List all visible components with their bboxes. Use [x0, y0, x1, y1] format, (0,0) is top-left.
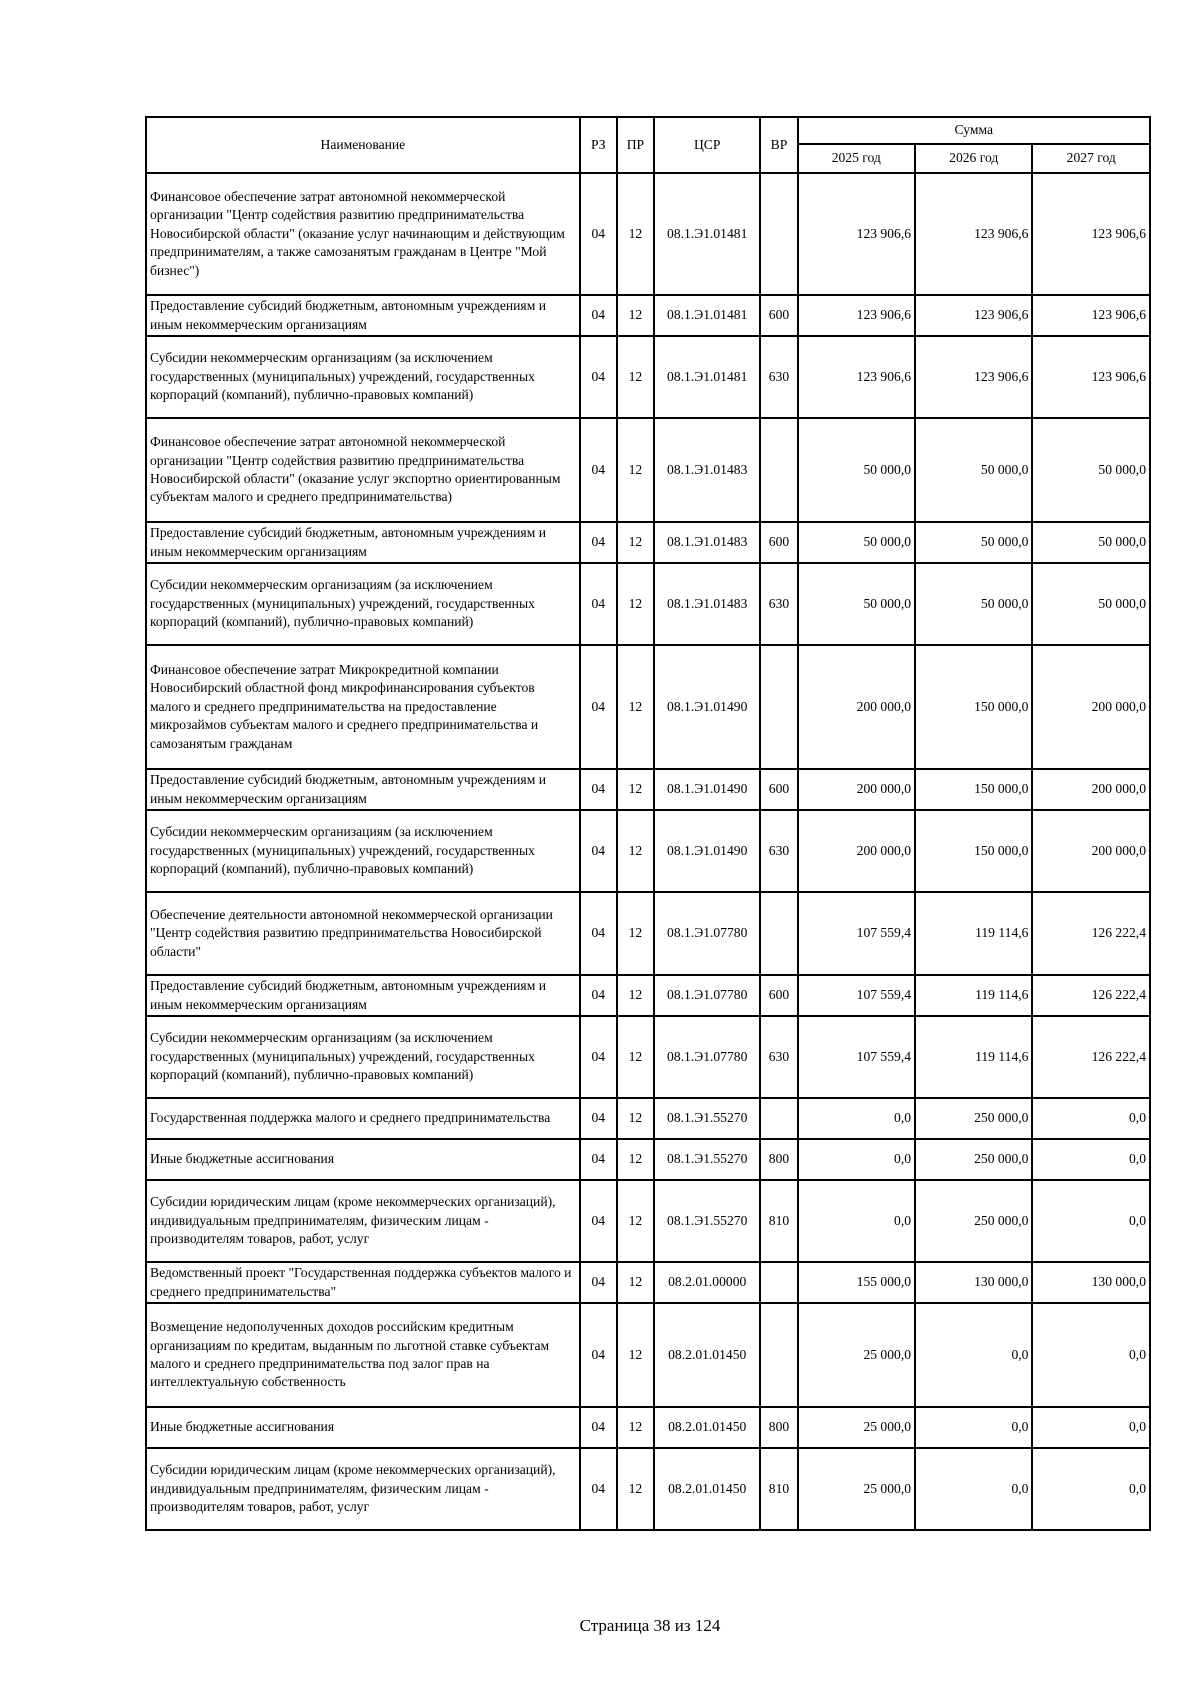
cell-csr: 08.1.Э1.55270: [654, 1098, 760, 1139]
header-rz: РЗ: [580, 117, 617, 173]
header-name: Наименование: [146, 117, 580, 173]
table-row: [146, 1098, 1150, 1139]
table-row: [146, 892, 1150, 975]
table-row: [146, 1407, 1150, 1448]
table-row: [146, 418, 1150, 522]
cell-vr: [760, 418, 797, 522]
cell-pr: 12: [617, 295, 654, 336]
cell-name: Обеспечение деятельности автономной некоммерческой организации "Центр содействия развитию предпринимательства Новосибирской области": [146, 892, 580, 975]
cell-2025: 123 906,6: [798, 295, 915, 336]
cell-pr: 12: [617, 563, 654, 645]
cell-vr: [760, 1303, 797, 1407]
cell-vr: 630: [760, 563, 797, 645]
cell-2026: 130 000,0: [915, 1262, 1032, 1303]
cell-2027: 200 000,0: [1032, 645, 1150, 769]
table-row: [146, 1303, 1150, 1407]
header-pr: ПР: [617, 117, 654, 173]
cell-vr: [760, 892, 797, 975]
table-row: [146, 645, 1150, 769]
cell-2026: 250 000,0: [915, 1180, 1032, 1262]
cell-2026: 119 114,6: [915, 1016, 1032, 1098]
cell-vr: 810: [760, 1180, 797, 1262]
cell-vr: 600: [760, 522, 797, 563]
cell-2026: 0,0: [915, 1448, 1032, 1530]
cell-pr: 12: [617, 892, 654, 975]
cell-name: Возмещение недополученных доходов российским кредитным организациям по кредитам, выданным по льготной ставке субъектам малого и среднего предпринимательства под залог прав на интеллектуальную собственность: [146, 1303, 580, 1407]
table-row: [146, 1262, 1150, 1303]
cell-2025: 0,0: [798, 1180, 915, 1262]
cell-rz: 04: [580, 892, 617, 975]
cell-2026: 119 114,6: [915, 892, 1032, 975]
cell-csr: 08.1.Э1.01490: [654, 769, 760, 810]
cell-vr: 800: [760, 1139, 797, 1180]
cell-pr: 12: [617, 975, 654, 1016]
cell-name: Иные бюджетные ассигнования: [146, 1139, 580, 1180]
cell-name: Субсидии некоммерческим организациям (за исключением государственных (муниципальных) учреждений, государственных корпораций (компаний), публично-правовых компаний): [146, 336, 580, 418]
budget-table: [145, 116, 1151, 1531]
cell-2025: 155 000,0: [798, 1262, 915, 1303]
header-csr: ЦСР: [654, 117, 760, 173]
table-row: [146, 1180, 1150, 1262]
page-number: Страница 38 из 124: [579, 1616, 721, 1635]
cell-name: Субсидии некоммерческим организациям (за исключением государственных (муниципальных) учреждений, государственных корпораций (компаний), публично-правовых компаний): [146, 563, 580, 645]
header-sum: Сумма: [798, 117, 1150, 144]
cell-2026: 0,0: [915, 1303, 1032, 1407]
cell-2027: 0,0: [1032, 1180, 1150, 1262]
table-row: [146, 769, 1150, 810]
cell-pr: 12: [617, 769, 654, 810]
cell-2027: 200 000,0: [1032, 810, 1150, 892]
cell-pr: 12: [617, 645, 654, 769]
cell-vr: 810: [760, 1448, 797, 1530]
cell-csr: 08.1.Э1.55270: [654, 1180, 760, 1262]
header-year-2027: 2027 год: [1032, 144, 1150, 173]
cell-csr: 08.1.Э1.01490: [654, 810, 760, 892]
cell-rz: 04: [580, 418, 617, 522]
cell-name: Ведомственный проект "Государственная поддержка субъектов малого и среднего предпринимательства": [146, 1262, 580, 1303]
cell-vr: 600: [760, 295, 797, 336]
cell-2026: 250 000,0: [915, 1139, 1032, 1180]
cell-2026: 150 000,0: [915, 810, 1032, 892]
cell-name: Финансовое обеспечение затрат Микрокредитной компании Новосибирский областной фонд микрофинансирования субъектов малого и среднего предпринимательства на предоставление микрозаймов субъектам малого и среднего предпринимательства и самозанятым гражданам: [146, 645, 580, 769]
cell-2025: 50 000,0: [798, 563, 915, 645]
cell-pr: 12: [617, 1098, 654, 1139]
cell-csr: 08.1.Э1.01481: [654, 295, 760, 336]
cell-rz: 04: [580, 1448, 617, 1530]
cell-csr: 08.1.Э1.07780: [654, 1016, 760, 1098]
cell-2025: 107 559,4: [798, 1016, 915, 1098]
cell-vr: 630: [760, 810, 797, 892]
cell-2025: 25 000,0: [798, 1448, 915, 1530]
cell-2025: 25 000,0: [798, 1407, 915, 1448]
cell-2027: 126 222,4: [1032, 1016, 1150, 1098]
cell-rz: 04: [580, 1303, 617, 1407]
cell-csr: 08.1.Э1.01490: [654, 645, 760, 769]
cell-2025: 200 000,0: [798, 769, 915, 810]
cell-csr: 08.1.Э1.07780: [654, 892, 760, 975]
cell-rz: 04: [580, 522, 617, 563]
cell-name: Предоставление субсидий бюджетным, автономным учреждениям и иным некоммерческим организациям: [146, 769, 580, 810]
cell-name: Финансовое обеспечение затрат автономной некоммерческой организации "Центр содействия развитию предпринимательства Новосибирской области" (оказание услуг экспортно ориентированным субъектам малого и среднего предпринимательства): [146, 418, 580, 522]
cell-2025: 25 000,0: [798, 1303, 915, 1407]
cell-csr: 08.2.01.01450: [654, 1448, 760, 1530]
cell-2025: 200 000,0: [798, 645, 915, 769]
cell-2027: 130 000,0: [1032, 1262, 1150, 1303]
cell-2027: 126 222,4: [1032, 975, 1150, 1016]
cell-vr: 800: [760, 1407, 797, 1448]
cell-rz: 04: [580, 1180, 617, 1262]
cell-name: Субсидии юридическим лицам (кроме некоммерческих организаций), индивидуальным предпринимателям, физическим лицам - производителям товаров, работ, услуг: [146, 1180, 580, 1262]
cell-pr: 12: [617, 1180, 654, 1262]
cell-name: Предоставление субсидий бюджетным, автономным учреждениям и иным некоммерческим организациям: [146, 295, 580, 336]
cell-2025: 107 559,4: [798, 975, 915, 1016]
cell-rz: 04: [580, 975, 617, 1016]
cell-2027: 123 906,6: [1032, 336, 1150, 418]
cell-rz: 04: [580, 645, 617, 769]
cell-2027: 200 000,0: [1032, 769, 1150, 810]
cell-2026: 50 000,0: [915, 522, 1032, 563]
cell-csr: 08.1.Э1.01483: [654, 418, 760, 522]
cell-rz: 04: [580, 1407, 617, 1448]
table-row: [146, 975, 1150, 1016]
cell-rz: 04: [580, 810, 617, 892]
cell-vr: 630: [760, 336, 797, 418]
cell-2025: 123 906,6: [798, 173, 915, 295]
cell-csr: 08.2.01.01450: [654, 1303, 760, 1407]
cell-csr: 08.1.Э1.07780: [654, 975, 760, 1016]
header-year-2026: 2026 год: [915, 144, 1032, 173]
cell-csr: 08.1.Э1.55270: [654, 1139, 760, 1180]
table-row: [146, 173, 1150, 295]
table-row: [146, 522, 1150, 563]
cell-2027: 0,0: [1032, 1448, 1150, 1530]
cell-vr: [760, 1098, 797, 1139]
cell-2025: 50 000,0: [798, 522, 915, 563]
cell-2027: 50 000,0: [1032, 522, 1150, 563]
cell-2027: 123 906,6: [1032, 295, 1150, 336]
cell-csr: 08.1.Э1.01483: [654, 522, 760, 563]
cell-2027: 0,0: [1032, 1407, 1150, 1448]
cell-name: Предоставление субсидий бюджетным, автономным учреждениям и иным некоммерческим организациям: [146, 522, 580, 563]
table-row: [146, 336, 1150, 418]
cell-2027: 50 000,0: [1032, 563, 1150, 645]
header-vr: ВР: [760, 117, 797, 173]
cell-name: Субсидии некоммерческим организациям (за исключением государственных (муниципальных) учреждений, государственных корпораций (компаний), публично-правовых компаний): [146, 1016, 580, 1098]
cell-2026: 123 906,6: [915, 336, 1032, 418]
table-row: [146, 295, 1150, 336]
table-header: [146, 117, 1150, 173]
cell-vr: [760, 173, 797, 295]
cell-rz: 04: [580, 1262, 617, 1303]
cell-vr: 600: [760, 975, 797, 1016]
cell-2025: 200 000,0: [798, 810, 915, 892]
cell-2027: 50 000,0: [1032, 418, 1150, 522]
cell-csr: 08.1.Э1.01481: [654, 173, 760, 295]
cell-pr: 12: [617, 1139, 654, 1180]
cell-name: Предоставление субсидий бюджетным, автономным учреждениям и иным некоммерческим организациям: [146, 975, 580, 1016]
cell-2026: 0,0: [915, 1407, 1032, 1448]
cell-2026: 250 000,0: [915, 1098, 1032, 1139]
table-row: [146, 563, 1150, 645]
cell-2025: 0,0: [798, 1098, 915, 1139]
cell-pr: 12: [617, 1016, 654, 1098]
cell-csr: 08.2.01.00000: [654, 1262, 760, 1303]
cell-2025: 123 906,6: [798, 336, 915, 418]
cell-rz: 04: [580, 769, 617, 810]
cell-2025: 0,0: [798, 1139, 915, 1180]
table-row: [146, 1139, 1150, 1180]
cell-rz: 04: [580, 173, 617, 295]
cell-pr: 12: [617, 336, 654, 418]
cell-rz: 04: [580, 295, 617, 336]
cell-pr: 12: [617, 1303, 654, 1407]
cell-2026: 119 114,6: [915, 975, 1032, 1016]
cell-vr: 630: [760, 1016, 797, 1098]
cell-2026: 123 906,6: [915, 295, 1032, 336]
cell-rz: 04: [580, 1016, 617, 1098]
cell-csr: 08.2.01.01450: [654, 1407, 760, 1448]
cell-pr: 12: [617, 522, 654, 563]
cell-2026: 50 000,0: [915, 563, 1032, 645]
cell-2026: 123 906,6: [915, 173, 1032, 295]
cell-2027: 0,0: [1032, 1139, 1150, 1180]
cell-name: Финансовое обеспечение затрат автономной некоммерческой организации "Центр содействия развитию предпринимательства Новосибирской области" (оказание услуг начинающим и действующим предпринимателям, а также самозанятым гражданам в Центре "Мой бизнес"): [146, 173, 580, 295]
cell-2027: 0,0: [1032, 1303, 1150, 1407]
cell-pr: 12: [617, 810, 654, 892]
cell-2026: 150 000,0: [915, 645, 1032, 769]
cell-pr: 12: [617, 173, 654, 295]
table-row: [146, 1016, 1150, 1098]
cell-pr: 12: [617, 1448, 654, 1530]
cell-pr: 12: [617, 418, 654, 522]
cell-2027: 123 906,6: [1032, 173, 1150, 295]
table-row: [146, 1448, 1150, 1530]
cell-2025: 50 000,0: [798, 418, 915, 522]
cell-rz: 04: [580, 1098, 617, 1139]
cell-pr: 12: [617, 1262, 654, 1303]
cell-2026: 150 000,0: [915, 769, 1032, 810]
cell-name: Субсидии юридическим лицам (кроме некоммерческих организаций), индивидуальным предпринимателям, физическим лицам - производителям товаров, работ, услуг: [146, 1448, 580, 1530]
cell-2027: 0,0: [1032, 1098, 1150, 1139]
cell-name: Иные бюджетные ассигнования: [146, 1407, 580, 1448]
table-row: [146, 810, 1150, 892]
cell-name: Государственная поддержка малого и среднего предпринимательства: [146, 1098, 580, 1139]
cell-rz: 04: [580, 336, 617, 418]
table-body: [146, 173, 1150, 1530]
cell-csr: 08.1.Э1.01483: [654, 563, 760, 645]
cell-vr: 600: [760, 769, 797, 810]
cell-vr: [760, 1262, 797, 1303]
cell-csr: 08.1.Э1.01481: [654, 336, 760, 418]
cell-pr: 12: [617, 1407, 654, 1448]
cell-2025: 107 559,4: [798, 892, 915, 975]
cell-rz: 04: [580, 563, 617, 645]
cell-vr: [760, 645, 797, 769]
cell-rz: 04: [580, 1139, 617, 1180]
cell-2026: 50 000,0: [915, 418, 1032, 522]
cell-2027: 126 222,4: [1032, 892, 1150, 975]
cell-name: Субсидии некоммерческим организациям (за исключением государственных (муниципальных) учреждений, государственных корпораций (компаний), публично-правовых компаний): [146, 810, 580, 892]
header-year-2025: 2025 год: [798, 144, 915, 173]
